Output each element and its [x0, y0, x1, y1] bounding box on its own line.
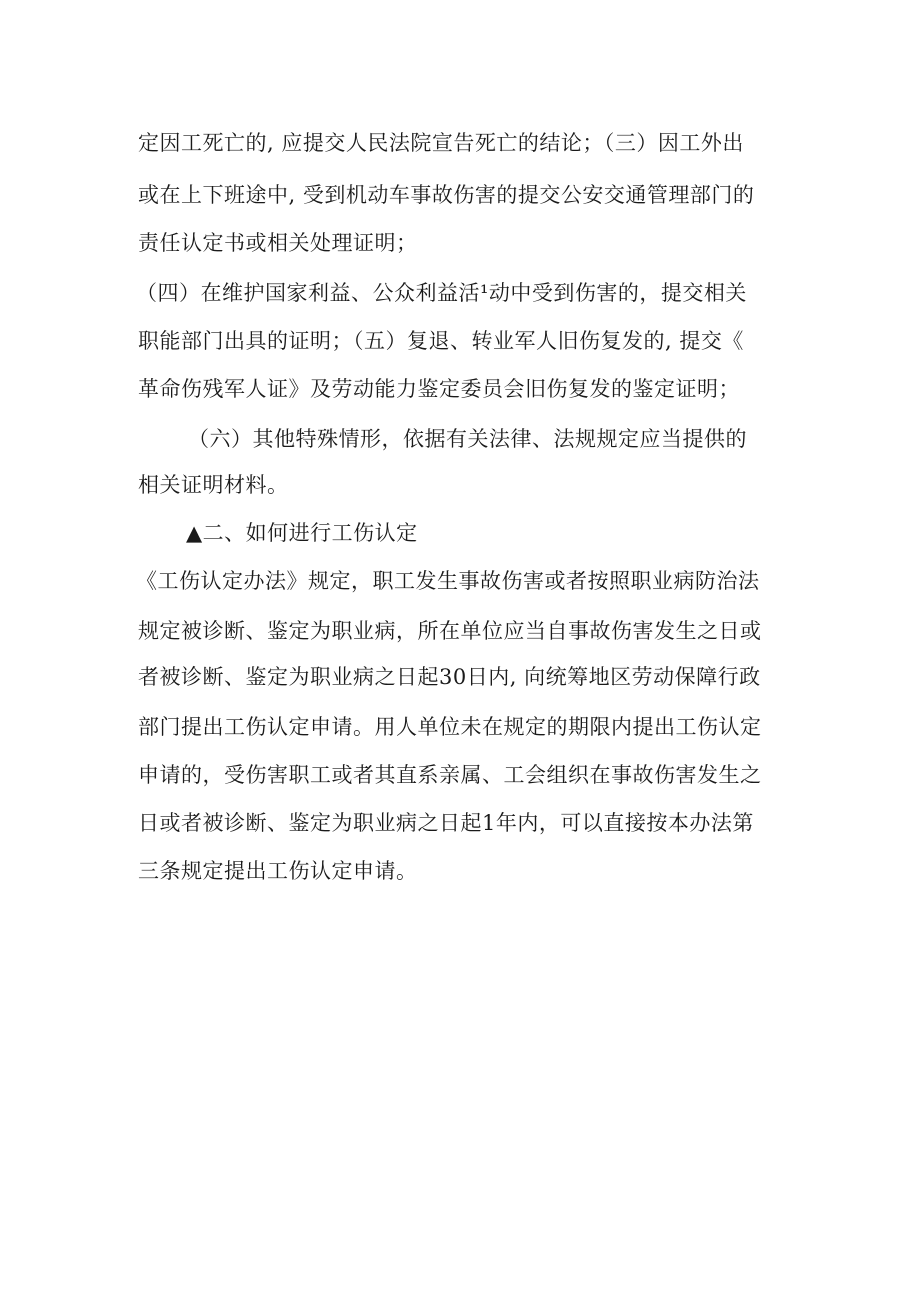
text-line: 定因工死亡的, 应提交人民法院宣告死亡的结论；（三）因工外出 [138, 131, 744, 155]
text-line: 日或者被诊断、鉴定为职业病之日起1年内，可以直接按本办法第 [138, 811, 754, 835]
text-line: 《工伤认定办法》规定，职工发生事故伤害或者按照职业病防治法 [136, 569, 760, 593]
text-line: （四）在维护国家利益、公众利益活¹动中受到伤害的，提交相关 [136, 281, 747, 305]
text-line: 规定被诊断、鉴定为职业病，所在单位应当自事故伤害发生之日或 [138, 619, 762, 643]
text-line: 申请的，受伤害职工或者其直系亲属、工会组织在事故伤害发生之 [138, 763, 762, 787]
text-line: 或在上下班途中, 受到机动车事故伤害的提交公安交通管理部门的 [138, 183, 755, 207]
section-heading: ▲二、如何进行工伤认定 [186, 521, 418, 545]
text-line: 职能部门出具的证明；（五）复退、转业军人旧伤复发的, 提交《 [138, 329, 744, 353]
text-line: 部门提出工伤认定申请。用人单位未在规定的期限内提出工伤认定 [138, 715, 762, 739]
text-line: 责任认定书或相关处理证明； [138, 231, 418, 255]
text-line: 相关证明材料。 [138, 473, 289, 497]
text-line: 三条规定提出工伤认定申请。 [138, 859, 418, 883]
text-line: 革命伤残军人证》及劳动能力鉴定委员会旧伤复发的鉴定证明； [138, 377, 740, 401]
text-line: 者被诊断、鉴定为职业病之日起30日内, 向统筹地区劳动保障行政 [138, 665, 761, 689]
text-line: （六）其他特殊情形，依据有关法律、法规规定应当提供的 [188, 427, 747, 451]
